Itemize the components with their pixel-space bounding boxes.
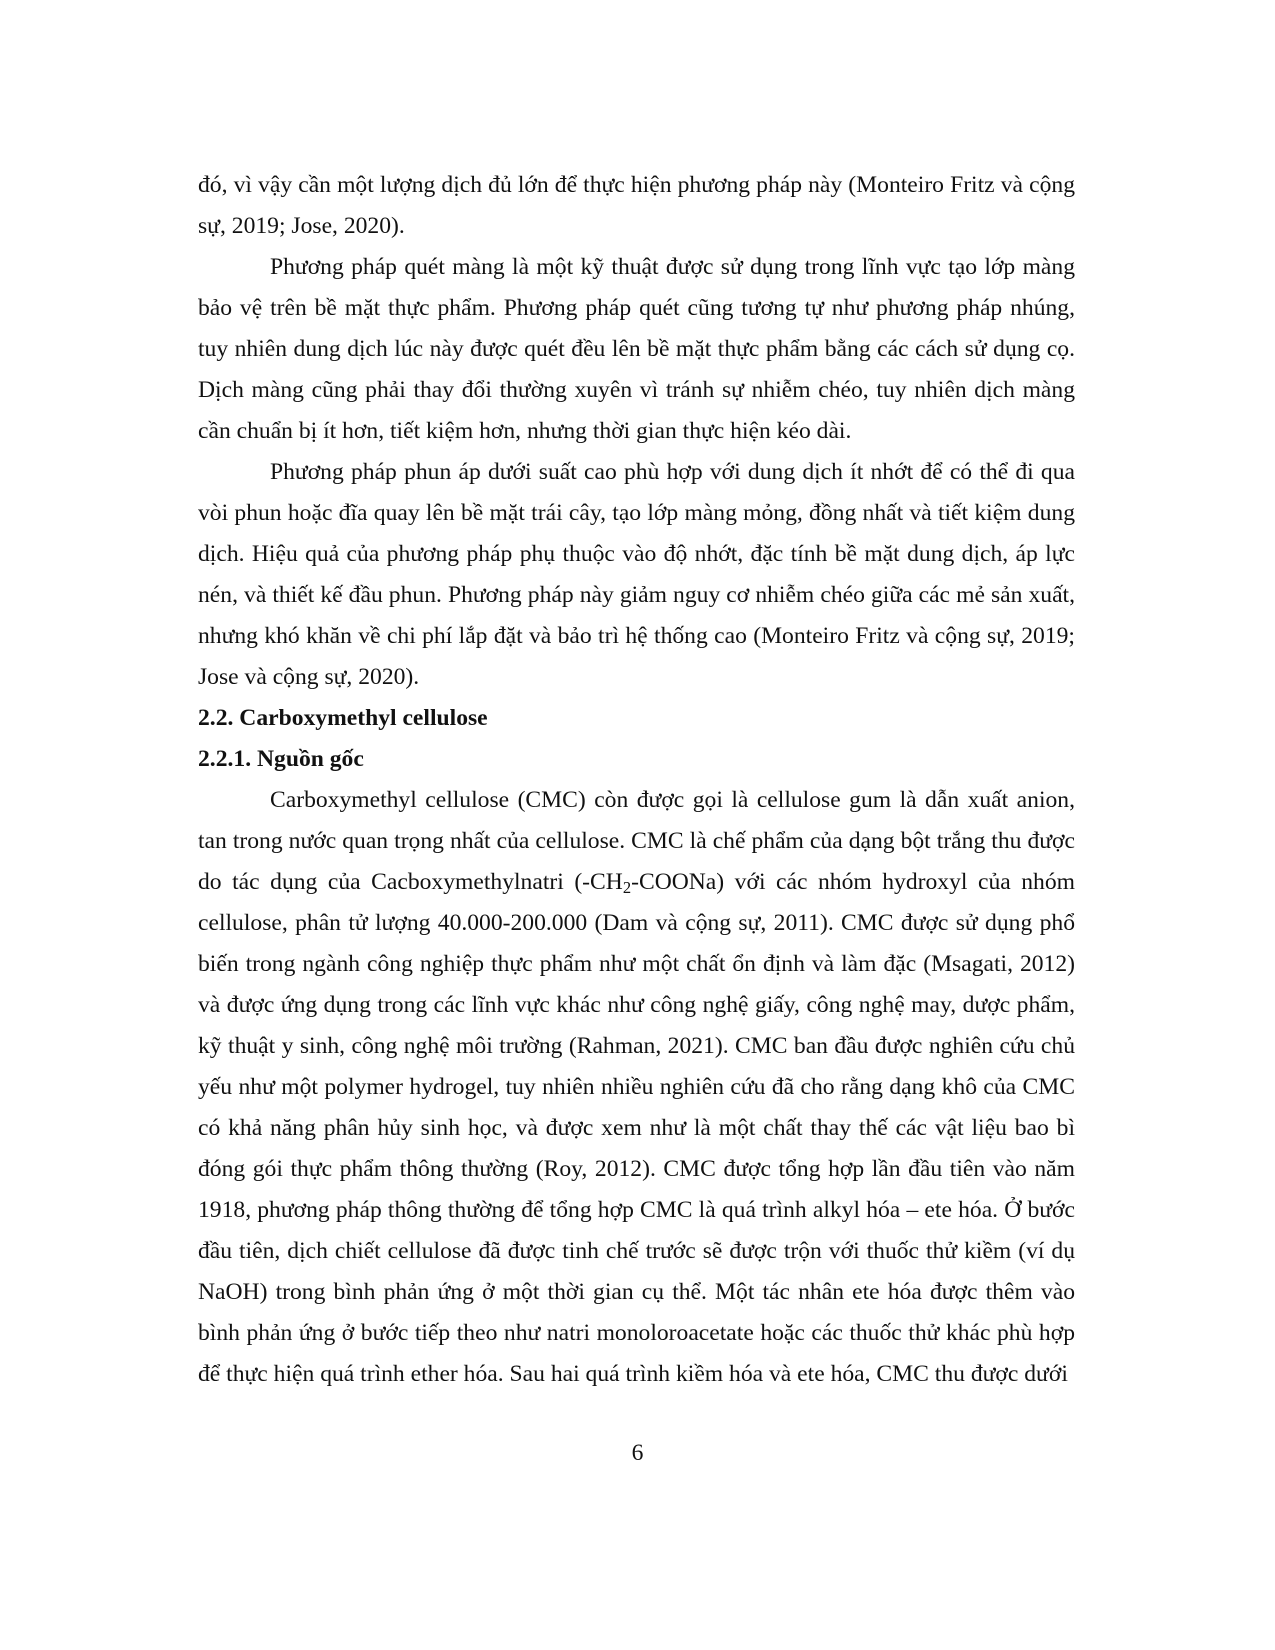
page-number: 6	[631, 1440, 644, 1466]
page-content	[198, 165, 1075, 1395]
subsection-heading: 2.2.1. Nguồn gốc	[198, 746, 364, 772]
section-heading: 2.2. Carboxymethyl cellulose	[198, 705, 488, 731]
paragraph-spraying-method: Phương pháp phun áp dưới suất cao phù hợp với dung dịch ít nhớt để có thể đi qua vòi phun hoặc đĩa quay lên bề mặt trái cây, tạo lớp màng mỏng, đồng nhất và tiết kiệm dung dịch. Hiệu quả của phương pháp phụ thuộc vào độ nhớt, đặc tính bề mặt dung dịch, áp lực nén, và thiết kế đầu phun. Phương pháp này giảm nguy cơ nhiễm chéo giữa các mẻ sản xuất, nhưng khó khăn về chi phí lắp đặt và bảo trì hệ thống cao (Monteiro Fritz và cộng sự, 2019; Jose và cộng sự, 2020).	[198, 459, 1075, 690]
paragraph-continuation: đó, vì vậy cần một lượng dịch đủ lớn để thực hiện phương pháp này (Monteiro Fritz và cộng sự, 2019; Jose, 2020).	[198, 172, 1075, 239]
paragraph-cmc-part-2: -COONa) với các nhóm hydroxyl của nhóm cellulose, phân tử lượng 40.000-200.000 (Dam và cộng sự, 2011). CMC được sử dụng phổ biến trong ngành công nghiệp thực phẩm như một chất ổn định và làm đặc (Msagati, 2012) và được ứng dụng trong các lĩnh vực khác như công nghệ giấy, công nghệ may, dược phẩm, kỹ thuật y sinh, công nghệ môi trường (Rahman, 2021). CMC ban đầu được nghiên cứu chủ yếu như một polymer hydrogel, tuy nhiên nhiều nghiên cứu đã cho rằng dạng khô của CMC có khả năng phân hủy sinh học, và được xem như là một chất thay thế các vật liệu bao bì đóng gói thực phẩm thông thường (Roy, 2012). CMC được tổng hợp lần đầu tiên vào năm 1918, phương pháp thông thường để tổng hợp CMC là quá trình alkyl hóa – ete hóa. Ở bước đầu tiên, dịch chiết cellulose đã được tinh chế trước sẽ được trộn với thuốc thử kiềm (ví dụ NaOH) trong bình phản ứng ở một thời gian cụ thể. Một tác nhân ete hóa được thêm vào bình phản ứng ở bước tiếp theo như natri monoloroacetate hoặc các thuốc thử khác phù hợp để thực hiện quá trình ether hóa. Sau hai quá trình kiềm hóa và ete hóa, CMC thu được dưới	[198, 869, 1076, 1387]
subscript-2: 2	[622, 878, 632, 898]
paragraph-cmc-part-1: Carboxymethyl cellulose (CMC) còn được gọi là cellulose gum là dẫn xuất anion, tan trong nước quan trọng nhất của cellulose. CMC là chế phẩm của dạng bột trắng thu được do tác dụng của Cacboxymethylnatri (-CH	[198, 787, 1075, 895]
paragraph-brushing-method: Phương pháp quét màng là một kỹ thuật được sử dụng trong lĩnh vực tạo lớp màng bảo vệ trên bề mặt thực phẩm. Phương pháp quét cũng tương tự như phương pháp nhúng, tuy nhiên dung dịch lúc này được quét đều lên bề mặt thực phẩm bằng các cách sử dụng cọ. Dịch màng cũng phải thay đổi thường xuyên vì tránh sự nhiễm chéo, tuy nhiên dịch màng cần chuẩn bị ít hơn, tiết kiệm hơn, nhưng thời gian thực hiện kéo dài.	[198, 254, 1075, 444]
paragraph-cmc-origin	[198, 780, 1075, 1395]
